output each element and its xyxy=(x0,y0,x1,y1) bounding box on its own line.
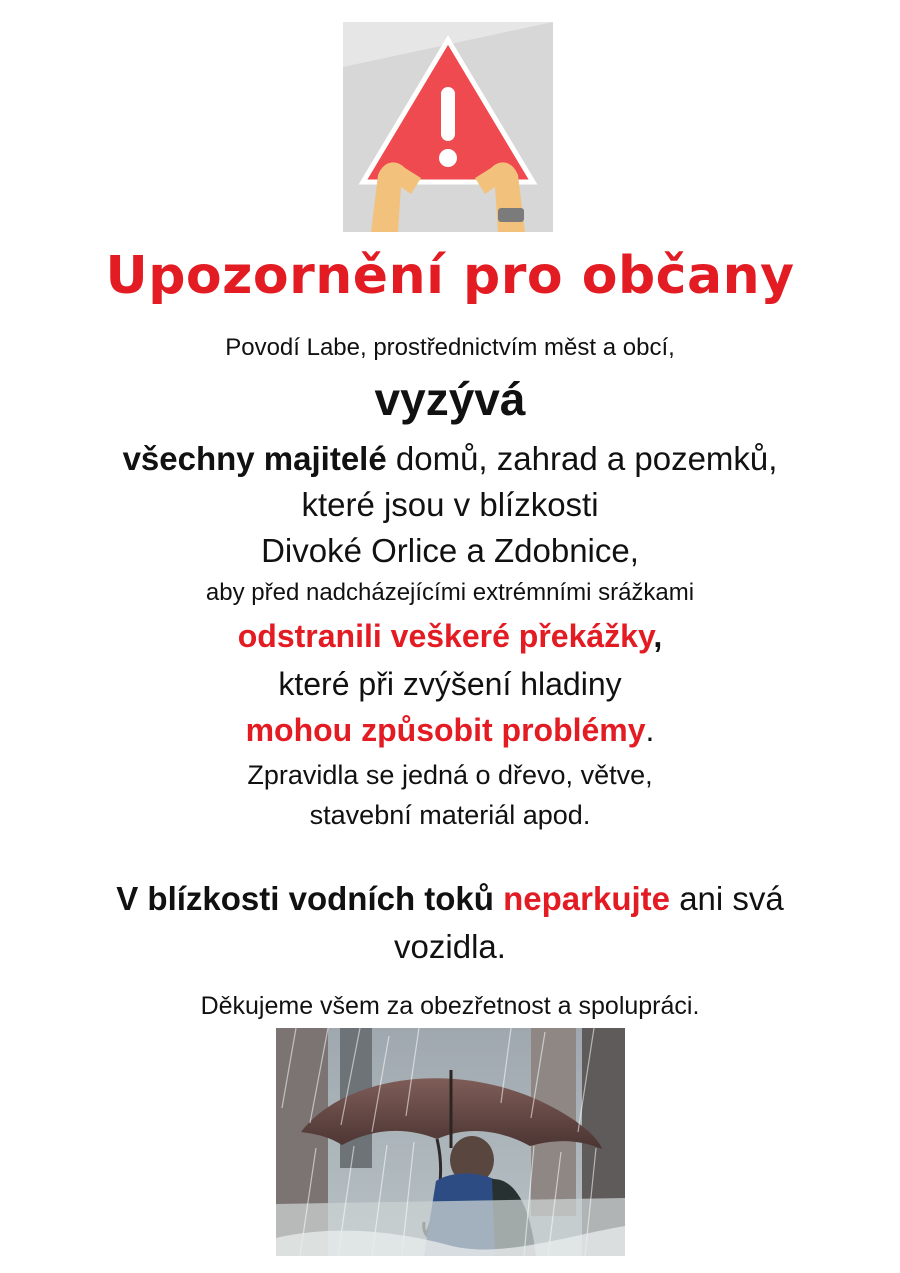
parking-warning-line xyxy=(0,876,900,922)
problems-emphasis: mohou způsobit problémy xyxy=(245,712,646,748)
remove-obstacles-punctuation: , xyxy=(653,618,663,654)
thanks-line: Děkujeme všem za obezřetnost a spolupráci. xyxy=(200,992,700,1020)
warning-sign-image xyxy=(343,22,553,232)
rain-umbrella-image xyxy=(276,1028,625,1256)
materials-line-2: stavební materiál apod. xyxy=(309,800,591,830)
parking-prohibition: neparkujte xyxy=(503,880,671,917)
warning-sign-icon xyxy=(343,22,553,232)
problems-line xyxy=(0,708,900,752)
water-level-line: které při zvýšení hladiny xyxy=(278,666,622,702)
remove-obstacles-line xyxy=(0,614,900,658)
materials-line: Zpravidla se jedná o dřevo, větve, xyxy=(247,760,653,790)
rain-umbrella-photo xyxy=(276,1028,625,1256)
parking-rest: ani svá xyxy=(679,880,784,917)
owners-line xyxy=(0,437,900,481)
owners-emphasis: všechny majitelé xyxy=(122,440,387,477)
problems-punctuation: . xyxy=(645,712,655,748)
proximity-line: které jsou v blízkosti xyxy=(301,486,599,523)
rain-warning-line: aby před nadcházejícími extrémními srážkami xyxy=(205,579,695,606)
parking-location: V blízkosti vodních toků xyxy=(116,880,494,917)
intro-line: Povodí Labe, prostřednictvím měst a obcí, xyxy=(225,334,675,361)
page-title: Upozornění pro občany xyxy=(105,246,795,306)
owners-rest: domů, zahrad a pozemků, xyxy=(386,440,778,477)
remove-obstacles-emphasis: odstranili veškeré překážky xyxy=(237,618,654,654)
parking-warning-line-2: vozidla. xyxy=(394,928,506,965)
call-word: vyzývá xyxy=(374,373,526,425)
rivers-line: Divoké Orlice a Zdobnice, xyxy=(261,532,639,569)
